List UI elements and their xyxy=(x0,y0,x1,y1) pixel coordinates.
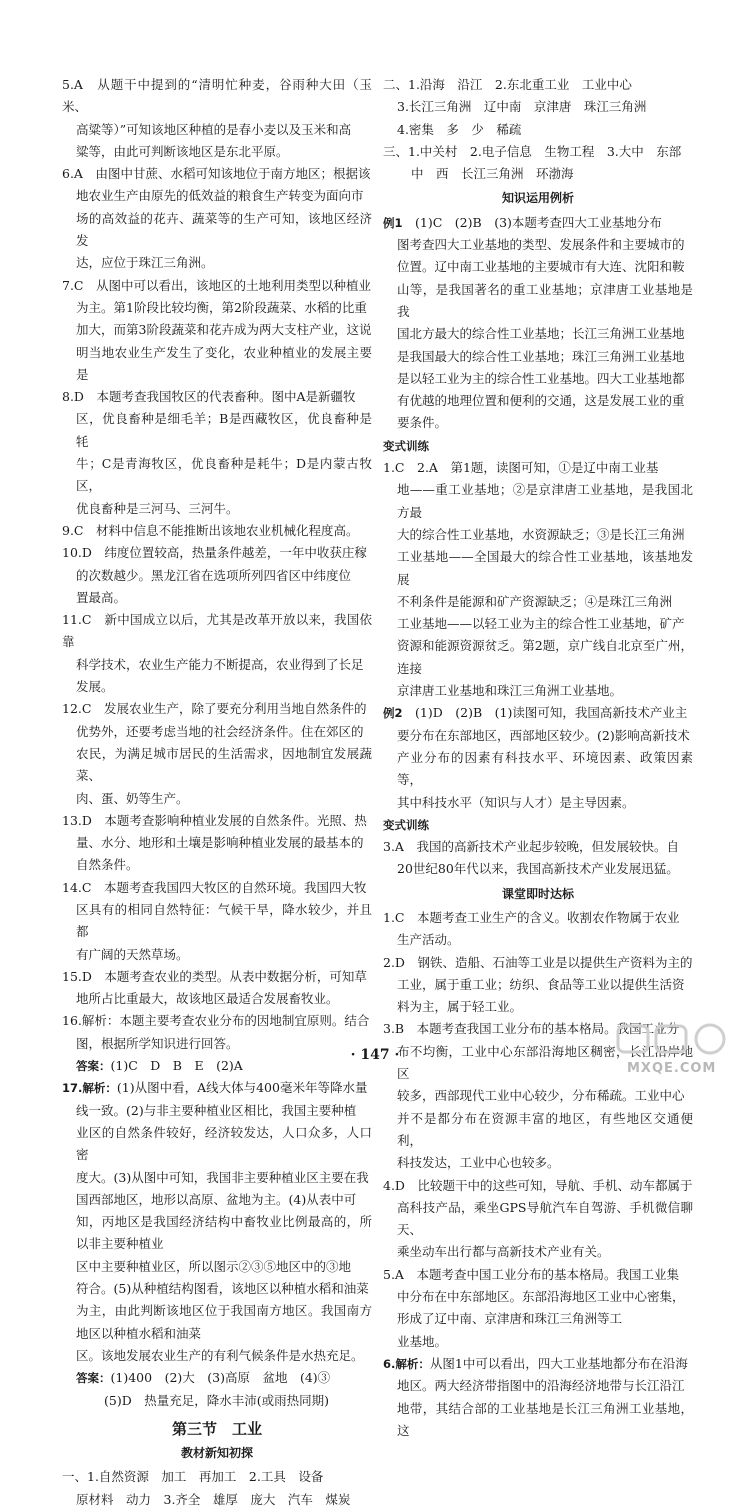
answer-line: 要条件。 xyxy=(397,415,448,431)
answer-line: 场的高效益的花卉、蔬菜等的生产可知，该地区经济发 xyxy=(76,210,372,249)
answer-line: 区中主要种植业区，所以图示②③⑤地区中的③地 xyxy=(76,1258,352,1274)
answer-value: (1)400 (2)大 (3)高原 盆地 (4)③ xyxy=(110,1370,331,1386)
answer-line: 科技发达，工业中心也较多。 xyxy=(397,1155,560,1171)
answer-line: 要分布在东部地区，西部地区较少。(2)影响高新技术 xyxy=(397,727,690,743)
answer-line: 地带，其结合部的工业基地是长江三角洲工业基地，这 xyxy=(397,1400,693,1438)
answer-line xyxy=(383,1353,693,1375)
answer-line: 原材料 动力 3.齐全 雄厚 庞大 汽车 煤炭 xyxy=(76,1491,351,1507)
answer-line: 工业基地——全国最大的综合性工业基地，该基地发展 xyxy=(397,549,693,587)
answer-line: 5.A 本题考查中国工业分布的基本格局。我国工业集 xyxy=(383,1266,679,1282)
answer-15 xyxy=(62,966,372,1011)
answer-line: 区具有的相同自然特征：气候干旱，降水较少，并且都 xyxy=(76,901,372,940)
practice-2 xyxy=(383,836,693,881)
answer-line: 不利条件是能源和矿产资源缺乏；④是珠江三角洲 xyxy=(397,593,673,609)
answer-7 xyxy=(62,275,372,386)
answer-line: 农民，为满足城市居民的生活需求，因地制宜发展蔬菜、 xyxy=(76,745,372,784)
answer-line: 一、1.自然资源 加工 再加工 2.工具 设备 xyxy=(62,1469,324,1485)
subsection-title: 教材新知初探 xyxy=(180,1446,253,1461)
answer-line: 7.C 从图中可以看出，该地区的土地利用类型以种植业 xyxy=(62,277,371,293)
answer-line: 科学技术，农业生产能力不断提高，农业得到了长足 xyxy=(76,656,364,672)
answer-line: 工业基地——以轻工业为主的综合性工业基地，矿产 xyxy=(397,616,685,632)
answer-line: 区，优良畜种是细毛羊；B是西藏牧区，优良畜种是牦 xyxy=(76,411,372,449)
answer-line: 11.C 新中国成立以后，尤其是改革开放以来，我国依靠 xyxy=(62,612,372,650)
answer-line: 国西部地区，地形以高原、盆地为主。(4)从表中可 xyxy=(76,1191,357,1207)
check-4 xyxy=(383,1175,693,1264)
answer-9 xyxy=(62,520,372,542)
answer-line: 1.C 2.A 第1题，读图可知，①是辽中南工业基 xyxy=(383,460,659,476)
answer-8 xyxy=(62,386,372,520)
answer-line: 地农业生产由原先的低效益的粮食生产转变为面向市 xyxy=(76,188,364,204)
subsection-title: 课堂即时达标 xyxy=(501,886,574,901)
answer-line: 图，根据所学知识进行回答。 xyxy=(76,1035,239,1051)
answer-10 xyxy=(62,542,372,609)
practice-1 xyxy=(383,457,693,702)
answer-line: 发展。 xyxy=(76,679,114,695)
answer-line: 明当地农业生产发生了变化，农业种植业的发展主要是 xyxy=(76,344,372,382)
answer-line: 三、1.中关村 2.电子信息 生物工程 3.大中 东部 xyxy=(383,143,682,159)
answer-value: (5)D 热量充足，降水丰沛(或雨热同期) xyxy=(104,1392,329,1408)
practice-label: 变式训练 xyxy=(383,817,429,832)
part-3-answers xyxy=(383,141,693,186)
answer-line: 5.A 从题干中提到的“清明忙种麦，谷雨种大田（玉米、 xyxy=(62,77,372,115)
answer-line: 牛；C是青海牧区，优良畜种是耗牛；D是内蒙古牧区， xyxy=(76,456,372,494)
answer-line: 9.C 材料中信息不能推断出该地农业机械化程度高。 xyxy=(62,522,359,538)
example-1 xyxy=(383,212,693,435)
answer-line: 较多，西部现代工业中心较少，分布稀疏。工业中心 xyxy=(397,1088,685,1104)
answer-line: 20世纪80年代以来，我国高新技术产业发展迅猛。 xyxy=(397,861,679,877)
analysis-label: 17.解析： xyxy=(62,1081,117,1096)
answer-line: 工业，属于重工业；纺织、食品等工业以提供生活资 xyxy=(397,976,685,992)
answer-line: 中 西 长江三角洲 环渤海 xyxy=(411,166,574,182)
answer-line: 2.D 钢铁、造船、石油等工业是以提供生产资料为主的 xyxy=(383,954,693,970)
answer-line: 布不均衡，工业中心东部沿海地区稠密，长江沿岸地区 xyxy=(397,1043,693,1082)
answer-line: 的次数越少。黑龙江省在选项所列四省区中纬度位 xyxy=(76,567,352,583)
answer-line: 高粱等）”可知该地区种植的是春小麦以及玉米和高 xyxy=(76,121,352,137)
answer-line: 达，应位于珠江三角洲。 xyxy=(76,255,214,271)
answer-line: 位置。辽中南工业基地的主要城市有大连、沈阳和鞍 xyxy=(397,259,685,275)
answer-line: 13.D 本题考查影响种植业发展的自然条件。光照、热 xyxy=(62,812,367,828)
answer-line: 产业分布的因素有科技水平、环境因素、政策因素等， xyxy=(397,749,693,788)
right-column xyxy=(383,74,693,1442)
answer-line: 符合。(5)从种植结构图看，该地区以种植水稻和油菜 xyxy=(76,1281,369,1297)
answer-6 xyxy=(62,163,372,274)
section-title: 第三节 工业 xyxy=(171,1419,262,1438)
answer-line: 粱等，由此可判断该地区是东北平原。 xyxy=(76,143,289,159)
analysis-label: 6.解析： xyxy=(383,1356,430,1371)
watermark-text: MXQE.COM xyxy=(627,1061,717,1076)
answer-line: 其中科技水平（知识与人才）是主导因素。 xyxy=(397,794,635,810)
answer-label: 答案： xyxy=(76,1059,111,1074)
answer-line: 优势外，还要考虑当地的社会经济条件。住在郊区的 xyxy=(76,723,364,739)
answer-line: 地——重工业基地；②是京津唐工业基地，是我国北方最 xyxy=(397,482,693,520)
answer-text: (1)D (2)B (1)读图可知，我国高新技术产业主 xyxy=(415,705,688,721)
example-label: 例1 xyxy=(383,215,403,230)
answer-line: 业基地。 xyxy=(397,1333,448,1349)
answer-line: 有广阔的天然草场。 xyxy=(76,946,189,962)
answer-17 xyxy=(62,1077,372,1411)
answer-line: 并不是都分布在资源丰富的地区，有些地区交通便利， xyxy=(397,1110,693,1148)
answer-line: 3.B 本题考查我国工业分布的基本格局。我国工业分 xyxy=(383,1021,680,1037)
page-number: · 147 · xyxy=(350,1047,400,1063)
answer-12 xyxy=(62,698,372,809)
subsection-title: 知识运用例析 xyxy=(501,191,574,206)
answer-line: 大的综合性工业基地，水资源缺乏；③是长江三角洲 xyxy=(397,526,685,542)
answer-11 xyxy=(62,609,372,698)
answer-line: 6.A 由图中甘蔗、水稻可知该地位于南方地区；根据该 xyxy=(62,166,371,182)
answer-line: 地区。两大经济带指图中的沿海经济地带与长江沿江 xyxy=(397,1378,685,1394)
answer-line: 8.D 本题考查我国牧区的代表畜种。图中A是新疆牧 xyxy=(62,389,356,405)
check-5 xyxy=(383,1264,693,1353)
answer-line: 量、水分、地形和土壤是影响种植业发展的最基本的 xyxy=(76,835,364,851)
answer-line: 置最高。 xyxy=(76,589,127,605)
answer-13 xyxy=(62,810,372,877)
answer-line: 优良畜种是三河马、三河牛。 xyxy=(76,500,239,516)
answer-line xyxy=(383,212,693,234)
answer-line: 乘坐动车出行都与高新技术产业有关。 xyxy=(397,1244,610,1260)
answer-line: 中分布在中东部地区。东部沿海地区工业中心密集， xyxy=(397,1289,685,1305)
answer-line: 3.长江三角洲 辽中南 京津唐 珠江三角洲 xyxy=(397,99,647,115)
answer-5 xyxy=(62,74,372,163)
answer-line: 生产活动。 xyxy=(397,932,460,948)
check-2 xyxy=(383,952,693,1019)
answer-line: 地所占比重最大，故该地区最适合发展畜牧业。 xyxy=(76,991,339,1007)
answer-text: (1)从图中看，A线大体与400毫米年等降水量 xyxy=(116,1080,368,1096)
section-answers xyxy=(62,1466,372,1511)
example-2 xyxy=(383,702,693,813)
answer-line: 图考查四大工业基地的类型、发展条件和主要城市的 xyxy=(397,237,685,253)
answer-line xyxy=(383,702,693,724)
answer-line: 加大，而第3阶段蔬菜和花卉成为两大支柱产业，这说 xyxy=(76,322,372,338)
answer-line: 16.解析：本题主要考查农业分布的因地制宜原则。结合 xyxy=(62,1013,370,1029)
answer-14 xyxy=(62,877,372,966)
answer-text: 从图1中可以看出，四大工业基地都分布在沿海 xyxy=(429,1355,688,1371)
answer-line: 二、1.沿海 沿江 2.东北重工业 工业中心 xyxy=(383,77,632,92)
answer-text: (1)C (2)B (3)本题考查四大工业基地分布 xyxy=(415,214,662,230)
answer-line: 4.D 比较题干中的这些可知，导航、手机、动车都属于 xyxy=(383,1177,693,1193)
answer-line: 区。该地发展农业生产的有利气候条件是水热充足。 xyxy=(76,1347,364,1363)
answer-line: 形成了辽中南、京津唐和珠江三角洲等工 xyxy=(397,1311,623,1327)
answer-line: 4.密集 多 少 稀疏 xyxy=(397,121,522,137)
answer-line: 肉、蛋、奶等生产。 xyxy=(76,790,189,806)
left-column xyxy=(62,74,372,1511)
answer-line: 10.D 纬度位置较高，热量条件越差，一年中收获庄稼 xyxy=(62,545,367,561)
check-6 xyxy=(383,1353,693,1442)
answer-line: 14.C 本题考查我国四大牧区的自然环境。我国四大牧 xyxy=(62,879,367,895)
practice-label: 变式训练 xyxy=(383,438,429,453)
answer-line: 是我国最大的综合性工业基地；珠江三角洲工业基地 xyxy=(397,348,685,364)
answer-line: 是以轻工业为主的综合性工业基地。四大工业基地都 xyxy=(397,370,685,386)
answer-line: 业区的自然条件较好，经济较发达，人口众多，人口密 xyxy=(76,1124,372,1163)
answer-line: 京津唐工业基地和珠江三角洲工业基地。 xyxy=(397,683,623,699)
example-label: 例2 xyxy=(383,706,403,721)
answer-line: 知，丙地区是我国经济结构中畜牧业比例最高的，所以非主要种植业 xyxy=(76,1214,372,1252)
answer-value: (1)C D B E (2)A xyxy=(110,1058,243,1074)
answer-line: 12.C 发展农业生产，除了要充分利用当地自然条件的 xyxy=(62,701,367,717)
answer-line: 度大。(3)从图中可知，我国非主要种植业区主要在我 xyxy=(76,1169,369,1185)
part-2-answers xyxy=(383,74,693,141)
check-1 xyxy=(383,907,693,952)
answer-line: 高科技产品，乘坐GPS导航汽车自驾游、手机微信聊天、 xyxy=(397,1199,693,1238)
answer-line xyxy=(62,1077,372,1099)
answer-line: 为主，由此判断该地区位于我国南方地区。我国南方地区以种植水稻和油菜 xyxy=(76,1303,372,1341)
answer-line: 3.A 我国的高新技术产业起步较晚，但发展较快。自 xyxy=(383,839,679,855)
answer-line: 15.D 本题考查农业的类型。从表中数据分析，可知草 xyxy=(62,968,367,984)
answer-line: 有优越的地理位置和便利的交通，这是发展工业的重 xyxy=(397,393,685,409)
answer-line: 为主。第1阶段比较均衡，第2阶段蔬菜、水稻的比重 xyxy=(76,299,367,315)
answer-line: 资源和能源资源贫乏。第2题，京广线自北京至广州，连接 xyxy=(397,638,693,676)
answer-line: 料为主，属于轻工业。 xyxy=(397,999,523,1015)
answer-line: 线一致。(2)与非主要种植业区相比，我国主要种植 xyxy=(76,1102,357,1118)
answer-line: 自然条件。 xyxy=(76,857,139,873)
answer-key xyxy=(62,1367,372,1389)
answer-label: 答案： xyxy=(76,1371,111,1386)
answer-line: 国北方最大的综合性工业基地；长江三角洲工业基地 xyxy=(397,326,685,342)
answer-line: 山等，是我国著名的重工业基地；京津唐工业基地是我 xyxy=(397,281,693,319)
answer-line: 1.C 本题考查工业生产的含义。收割农作物属于农业 xyxy=(383,909,680,925)
